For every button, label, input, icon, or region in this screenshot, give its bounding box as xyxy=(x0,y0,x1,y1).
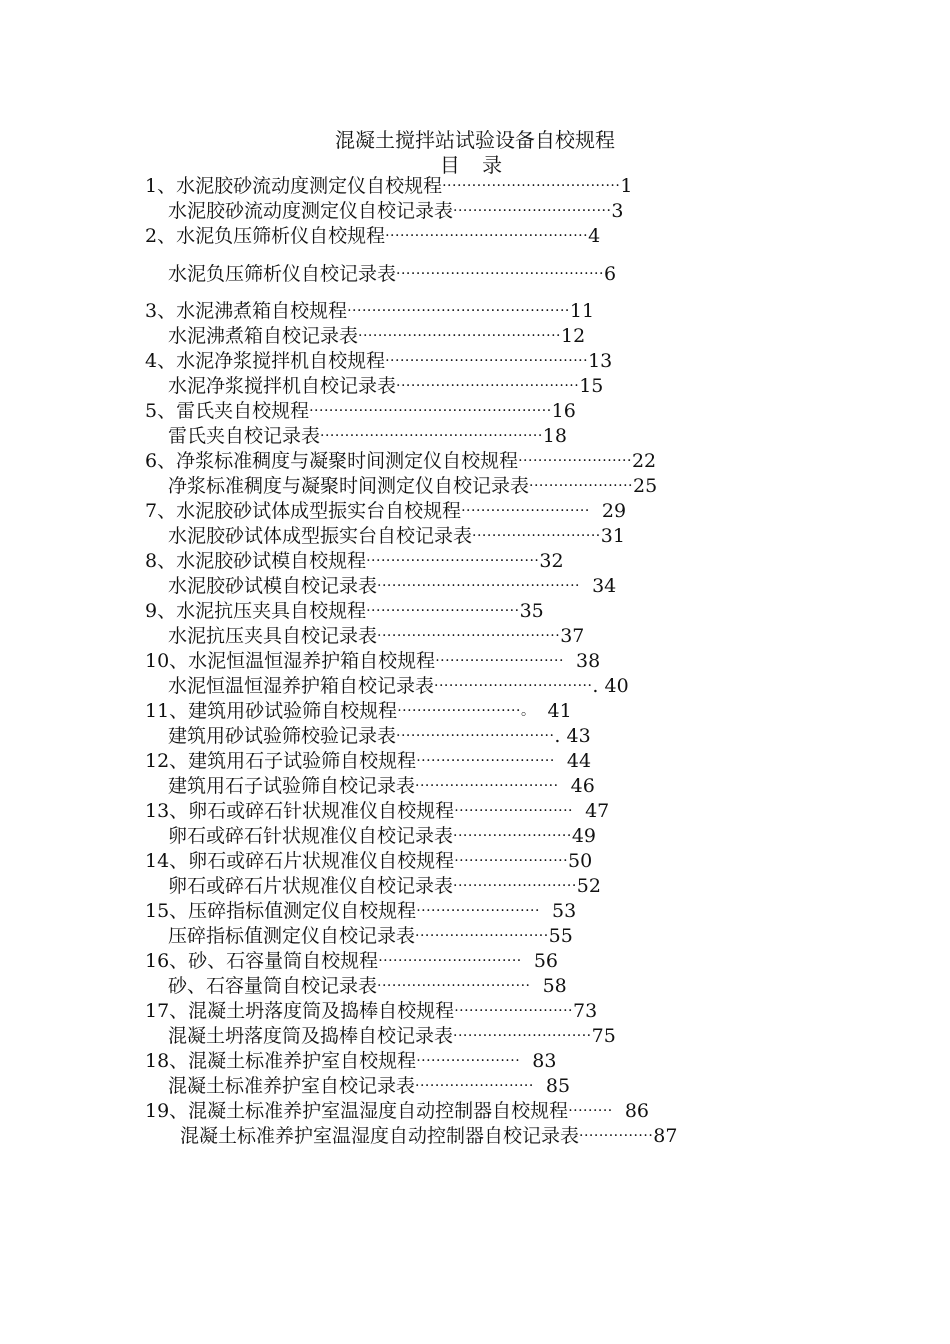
toc-page-number: 11 xyxy=(569,300,595,322)
toc-leader-dots: ···························· xyxy=(453,1028,592,1044)
toc-leader-dots: ···························· xyxy=(416,753,555,769)
toc-entry xyxy=(145,749,591,774)
toc-entry-title: 雷氏夹自校记录表 xyxy=(168,425,321,447)
toc-entry-title: 2、水泥负压筛析仪自校规程 xyxy=(145,225,386,247)
toc-leader-dots: ····································· xyxy=(377,628,561,644)
toc-entry xyxy=(168,924,573,949)
toc-page-number: 13 xyxy=(588,350,613,372)
toc-leader-dots: ················································· xyxy=(309,403,552,419)
toc-entry-title: 卵石或碎石针状规准仪自校记录表 xyxy=(168,825,454,847)
toc-page-number: 15 xyxy=(579,375,604,397)
toc-page-number: 50 xyxy=(568,850,593,872)
toc-page-number: 53 xyxy=(539,900,577,922)
toc-entry xyxy=(145,349,612,374)
toc-leader-dots: ························ xyxy=(454,1003,573,1019)
toc-leader-dots: ····················· xyxy=(529,478,633,494)
toc-leader-dots: ································ xyxy=(434,678,593,694)
toc-entry-title: 水泥净浆搅拌机自校记录表 xyxy=(168,375,397,397)
toc-leader-dots: ········································· xyxy=(377,578,580,594)
toc-entry-title: 15、压碎指标值测定仪自校规程 xyxy=(145,900,417,922)
toc-entry-title: 4、水泥净浆搅拌机自校规程 xyxy=(145,350,386,372)
toc-entry xyxy=(145,499,626,524)
toc-leader-dots: ········· xyxy=(568,1103,613,1119)
toc-page-number: 58 xyxy=(530,975,567,997)
toc-page-number: . 40 xyxy=(592,675,629,697)
toc-page-number: 86 xyxy=(612,1100,650,1122)
toc-leader-dots: ······················· xyxy=(454,853,569,869)
toc-entry xyxy=(168,1074,570,1099)
toc-leader-dots: ··································· xyxy=(366,553,540,569)
toc-entry xyxy=(145,1049,556,1074)
toc-page-number: 25 xyxy=(632,475,658,497)
toc-page-number: 22 xyxy=(631,450,657,472)
toc-entry-title: 10、水泥恒温恒湿养护箱自校规程 xyxy=(145,650,436,672)
toc-page-number: 83 xyxy=(520,1050,557,1072)
toc-entry-title: 6、净浆标准稠度与凝聚时间测定仪自校规程 xyxy=(145,450,519,472)
toc-leader-dots: ············································· xyxy=(320,428,543,444)
toc-entry xyxy=(145,899,576,924)
toc-entry-title: 14、卵石或碎石片状规准仪自校规程 xyxy=(145,850,455,872)
toc-page-number: 1 xyxy=(620,175,633,197)
toc-entry-title: 卵石或碎石片状规准仪自校记录表 xyxy=(168,875,454,897)
toc-page-number: 49 xyxy=(571,825,597,847)
toc-page-number: 55 xyxy=(548,925,573,947)
toc-leader-dots: ····································· xyxy=(396,378,580,394)
toc-entry-title: 13、卵石或碎石针状规准仪自校规程 xyxy=(145,800,455,822)
toc-leader-dots: ························ xyxy=(415,1078,534,1094)
toc-leader-dots: ··············· xyxy=(579,1128,654,1144)
toc-entry-title: 16、砂、石容量筒自校规程 xyxy=(145,950,379,972)
toc-entry-title: 建筑用石子试验筛自校记录表 xyxy=(168,775,416,797)
toc-entry xyxy=(180,1124,677,1149)
toc-leader-dots: ········································· xyxy=(385,228,589,244)
toc-entry-title: 净浆标准稠度与凝聚时间测定仪自校记录表 xyxy=(168,475,530,497)
toc-entry-title: 19、混凝土标准养护室温湿度自动控制器自校规程 xyxy=(145,1100,569,1122)
toc-page-number: 4 xyxy=(588,225,601,247)
toc-entry xyxy=(168,474,657,499)
toc-page-number: 46 xyxy=(558,775,595,797)
toc-page-number: 12 xyxy=(560,325,586,347)
toc-leader-dots: ·························· xyxy=(472,528,601,544)
toc-entry-title: 水泥胶砂试模自校记录表 xyxy=(168,575,378,597)
toc-page-number: 35 xyxy=(519,600,544,622)
toc-entry-title: 18、混凝土标准养护室自校规程 xyxy=(145,1050,417,1072)
toc-entry-title: 水泥胶砂试体成型振实台自校记录表 xyxy=(168,525,473,547)
toc-leader-dots: ························ xyxy=(453,828,572,844)
toc-entry-title: 3、水泥沸煮箱自校规程 xyxy=(145,300,348,322)
toc-entry-title: 9、水泥抗压夹具自校规程 xyxy=(145,600,367,622)
toc-entry xyxy=(145,174,632,199)
toc-leader-dots: ·························· xyxy=(435,653,564,669)
toc-entry xyxy=(145,399,576,424)
toc-page-number: 56 xyxy=(521,950,559,972)
toc-entry xyxy=(168,1024,616,1049)
toc-leader-dots: ····························· xyxy=(378,953,522,969)
toc-entry xyxy=(145,549,564,574)
toc-entry xyxy=(145,449,656,474)
toc-entry xyxy=(145,1099,649,1124)
toc-entry-title: 1、水泥胶砂流动度测定仪自校规程 xyxy=(145,175,443,197)
toc-entry xyxy=(168,374,603,399)
toc-leader-dots: ······················· xyxy=(518,453,632,469)
toc-leader-dots: ·························· xyxy=(461,503,590,519)
toc-entry xyxy=(168,574,616,599)
toc-page-number: 18 xyxy=(542,425,567,447)
toc-page-number: 29 xyxy=(589,500,627,522)
toc-leader-dots: ····························· xyxy=(415,778,559,794)
toc-entry-title: 建筑用砂试验筛校验记录表 xyxy=(168,725,397,747)
toc-entry xyxy=(145,224,600,249)
toc-entry xyxy=(145,299,594,324)
toc-leader-dots: ························ xyxy=(454,803,573,819)
toc-entry-title: 7、水泥胶砂试体成型振实台自校规程 xyxy=(145,500,462,522)
toc-entry xyxy=(168,674,629,699)
toc-page-number: 44 xyxy=(554,750,592,772)
toc-page-number: 37 xyxy=(560,625,585,647)
toc-entry-title: 砂、石容量筒自校记录表 xyxy=(168,975,378,997)
toc-page-number: 16 xyxy=(551,400,576,422)
toc-page-number: 47 xyxy=(573,800,610,822)
toc-entry-title: 混凝土标准养护室温湿度自动控制器自校记录表 xyxy=(180,1125,580,1147)
toc-entry-title: 12、建筑用石子试验筛自校规程 xyxy=(145,750,417,772)
toc-entry-title: 水泥胶砂流动度测定仪自校记录表 xyxy=(168,200,454,222)
toc-entry xyxy=(168,199,624,224)
toc-page-number: . 43 xyxy=(554,725,591,747)
toc-page-number: 41 xyxy=(535,700,572,722)
toc-entry-title: 水泥沸煮箱自校记录表 xyxy=(168,325,359,347)
toc-entry-title: 压碎指标值测定仪自校记录表 xyxy=(168,925,416,947)
toc-page-number: 32 xyxy=(539,550,564,572)
toc-entry-title: 混凝土坍落度筒及捣棒自校记录表 xyxy=(168,1025,454,1047)
toc-leader-dots: ····················· xyxy=(416,1053,521,1069)
toc-entry-title: 水泥负压筛析仪自校记录表 xyxy=(168,263,397,285)
toc-page-number: 87 xyxy=(653,1125,678,1147)
toc-leader-dots: ·························。 xyxy=(397,703,536,719)
toc-leader-dots: ······························· xyxy=(377,978,531,994)
toc-entry xyxy=(168,974,567,999)
toc-leader-dots: ······························· xyxy=(366,603,520,619)
toc-page-number: 3 xyxy=(611,200,624,222)
toc-entry xyxy=(168,424,567,449)
toc-entry xyxy=(145,999,597,1024)
toc-entry xyxy=(145,799,609,824)
toc-page-number: 73 xyxy=(573,1000,598,1022)
toc-leader-dots: ········································· xyxy=(358,328,561,344)
toc-page-number: 34 xyxy=(579,575,617,597)
toc-leader-dots: ············································· xyxy=(347,303,570,319)
toc-entry xyxy=(145,949,558,974)
toc-page-number: 52 xyxy=(576,875,601,897)
toc-entry-title: 17、混凝土坍落度筒及捣棒自校规程 xyxy=(145,1000,455,1022)
toc-page-number: 31 xyxy=(600,525,625,547)
toc-entry-title: 8、水泥胶砂试模自校规程 xyxy=(145,550,367,572)
toc-entry xyxy=(168,874,601,899)
toc-entry xyxy=(168,774,595,799)
toc-entry-title: 5、雷氏夹自校规程 xyxy=(145,400,310,422)
toc-entry-title: 水泥恒温恒湿养护箱自校记录表 xyxy=(168,675,435,697)
toc-page-number: 75 xyxy=(591,1025,616,1047)
toc-leader-dots: ························· xyxy=(453,878,577,894)
toc-page-number: 85 xyxy=(533,1075,571,1097)
toc-leader-dots: ································ xyxy=(453,203,612,219)
toc-entry xyxy=(168,724,591,749)
toc-entry-title: 混凝土标准养护室自校记录表 xyxy=(168,1075,416,1097)
toc-entry xyxy=(145,649,600,674)
toc-entry-title: 水泥抗压夹具自校记录表 xyxy=(168,625,378,647)
document-title: 混凝土搅拌站试验设备自校规程 xyxy=(335,128,615,152)
toc-leader-dots: ··························· xyxy=(415,928,549,944)
toc-page-number: 38 xyxy=(563,650,601,672)
toc-entry xyxy=(145,699,572,724)
toc-entry xyxy=(168,624,584,649)
toc-entry-title: 11、建筑用砂试验筛自校规程 xyxy=(145,700,398,722)
toc-leader-dots: ·········································· xyxy=(396,266,604,282)
toc-entry xyxy=(145,849,592,874)
toc-entry xyxy=(168,524,625,549)
toc-heading: 目 录 xyxy=(439,153,511,177)
toc-entry xyxy=(168,824,596,849)
toc-entry xyxy=(168,262,616,287)
toc-leader-dots: ························· xyxy=(416,903,540,919)
toc-leader-dots: ································ xyxy=(396,728,555,744)
toc-page-number: 6 xyxy=(603,263,617,285)
toc-leader-dots: ········································· xyxy=(385,353,589,369)
toc-entry xyxy=(145,599,544,624)
toc-leader-dots: ···································· xyxy=(442,178,621,194)
toc-entry xyxy=(168,324,585,349)
